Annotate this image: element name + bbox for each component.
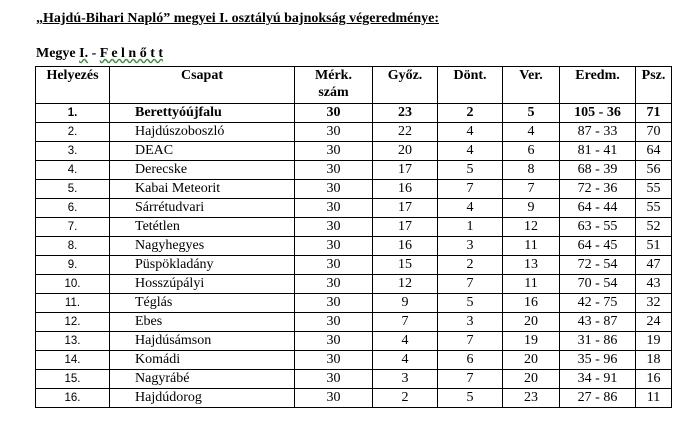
cell-points: 47 [636, 256, 672, 275]
cell-position: 6. [36, 199, 110, 218]
cell-points: 18 [636, 351, 672, 370]
table-row [36, 332, 672, 351]
cell-draws: 1 [438, 218, 503, 237]
cell-result: 64 - 45 [560, 237, 636, 256]
header-position: Helyezés [36, 67, 110, 104]
cell-draws: 5 [438, 389, 503, 408]
cell-points: 16 [636, 370, 672, 389]
table-row [36, 389, 672, 408]
header-matches [295, 67, 373, 104]
cell-points: 24 [636, 313, 672, 332]
table-row [36, 370, 672, 389]
subtitle-prefix: Megye [36, 46, 80, 61]
cell-points: 43 [636, 275, 672, 294]
cell-points: 55 [636, 180, 672, 199]
cell-team: Komádi [110, 351, 295, 370]
standings-table [35, 66, 672, 408]
cell-team: Nagyhegyes [110, 237, 295, 256]
cell-matches: 30 [295, 389, 373, 408]
table-row [36, 294, 672, 313]
header-wins: Győz. [373, 67, 438, 104]
cell-position: 5. [36, 180, 110, 199]
cell-team: Berettyóújfalu [110, 104, 295, 123]
cell-team: Püspökladány [110, 256, 295, 275]
cell-position: 14. [36, 351, 110, 370]
cell-result: 27 - 86 [560, 389, 636, 408]
cell-wins: 9 [373, 294, 438, 313]
cell-points: 32 [636, 294, 672, 313]
cell-position: 4. [36, 161, 110, 180]
cell-team: Hosszúpályi [110, 275, 295, 294]
header-matches-line2: szám [318, 85, 349, 100]
cell-matches: 30 [295, 180, 373, 199]
cell-draws: 6 [438, 351, 503, 370]
cell-points: 52 [636, 218, 672, 237]
cell-result: 72 - 54 [560, 256, 636, 275]
cell-position: 15. [36, 370, 110, 389]
cell-wins: 4 [373, 332, 438, 351]
page-title: „Hajdú-Bihari Napló” megyei I. osztályú bajnokság végeredménye: [36, 11, 440, 26]
cell-team: Hajdúdorog [110, 389, 295, 408]
table-row [36, 199, 672, 218]
cell-points: 19 [636, 332, 672, 351]
cell-wins: 2 [373, 389, 438, 408]
cell-draws: 4 [438, 199, 503, 218]
cell-wins: 23 [373, 104, 438, 123]
cell-matches: 30 [295, 142, 373, 161]
subtitle-felnott: F e l n ő t t [99, 46, 164, 61]
subtitle-middle: - [88, 46, 100, 61]
cell-points: 64 [636, 142, 672, 161]
table-row [36, 256, 672, 275]
cell-result: 35 - 96 [560, 351, 636, 370]
table-row [36, 237, 672, 256]
cell-position: 3. [36, 142, 110, 161]
table-row [36, 142, 672, 161]
cell-wins: 15 [373, 256, 438, 275]
table-row [36, 180, 672, 199]
cell-wins: 3 [373, 370, 438, 389]
cell-result: 34 - 91 [560, 370, 636, 389]
subtitle-roman: I. [79, 46, 89, 61]
cell-matches: 30 [295, 237, 373, 256]
cell-result: 72 - 36 [560, 180, 636, 199]
cell-losses: 4 [503, 123, 560, 142]
cell-result: 87 - 33 [560, 123, 636, 142]
cell-losses: 20 [503, 313, 560, 332]
cell-team: Hajdúsámson [110, 332, 295, 351]
cell-losses: 9 [503, 199, 560, 218]
table-row [36, 161, 672, 180]
cell-result: 43 - 87 [560, 313, 636, 332]
cell-points: 70 [636, 123, 672, 142]
header-losses: Ver. [503, 67, 560, 104]
cell-wins: 17 [373, 199, 438, 218]
cell-wins: 20 [373, 142, 438, 161]
header-result: Eredm. [560, 67, 636, 104]
cell-losses: 12 [503, 218, 560, 237]
cell-draws: 7 [438, 275, 503, 294]
cell-draws: 4 [438, 142, 503, 161]
cell-wins: 4 [373, 351, 438, 370]
cell-matches: 30 [295, 370, 373, 389]
cell-draws: 7 [438, 332, 503, 351]
cell-position: 13. [36, 332, 110, 351]
cell-team: DEAC [110, 142, 295, 161]
cell-draws: 5 [438, 294, 503, 313]
cell-wins: 17 [373, 161, 438, 180]
table-row [36, 123, 672, 142]
cell-matches: 30 [295, 351, 373, 370]
table-row [36, 104, 672, 123]
table-subtitle [36, 46, 163, 62]
table-row [36, 313, 672, 332]
cell-losses: 7 [503, 180, 560, 199]
cell-losses: 8 [503, 161, 560, 180]
cell-losses: 20 [503, 370, 560, 389]
header-row [36, 67, 672, 104]
cell-team: Tetétlen [110, 218, 295, 237]
cell-draws: 3 [438, 237, 503, 256]
cell-draws: 3 [438, 313, 503, 332]
cell-result: 42 - 75 [560, 294, 636, 313]
cell-matches: 30 [295, 199, 373, 218]
cell-draws: 7 [438, 370, 503, 389]
cell-result: 70 - 54 [560, 275, 636, 294]
cell-result: 31 - 86 [560, 332, 636, 351]
cell-points: 71 [636, 104, 672, 123]
cell-matches: 30 [295, 218, 373, 237]
cell-matches: 30 [295, 256, 373, 275]
cell-team: Sárrétudvari [110, 199, 295, 218]
cell-position: 10. [36, 275, 110, 294]
cell-matches: 30 [295, 313, 373, 332]
cell-position: 9. [36, 256, 110, 275]
cell-team: Hajdúszoboszló [110, 123, 295, 142]
cell-result: 105 - 36 [560, 104, 636, 123]
cell-wins: 17 [373, 218, 438, 237]
cell-draws: 4 [438, 123, 503, 142]
cell-draws: 2 [438, 256, 503, 275]
cell-losses: 5 [503, 104, 560, 123]
cell-team: Ebes [110, 313, 295, 332]
cell-team: Téglás [110, 294, 295, 313]
cell-wins: 16 [373, 237, 438, 256]
cell-position: 7. [36, 218, 110, 237]
cell-position: 12. [36, 313, 110, 332]
cell-points: 51 [636, 237, 672, 256]
cell-wins: 12 [373, 275, 438, 294]
cell-result: 81 - 41 [560, 142, 636, 161]
cell-wins: 7 [373, 313, 438, 332]
cell-matches: 30 [295, 104, 373, 123]
cell-position: 8. [36, 237, 110, 256]
cell-matches: 30 [295, 161, 373, 180]
cell-points: 11 [636, 389, 672, 408]
cell-points: 55 [636, 199, 672, 218]
cell-position: 11. [36, 294, 110, 313]
cell-losses: 20 [503, 351, 560, 370]
header-matches-line1: Mérk. [315, 68, 352, 83]
cell-draws: 2 [438, 104, 503, 123]
table-row [36, 218, 672, 237]
cell-losses: 6 [503, 142, 560, 161]
cell-position: 2. [36, 123, 110, 142]
cell-result: 63 - 55 [560, 218, 636, 237]
cell-losses: 19 [503, 332, 560, 351]
table-row [36, 351, 672, 370]
cell-losses: 23 [503, 389, 560, 408]
header-team: Csapat [110, 67, 295, 104]
cell-matches: 30 [295, 294, 373, 313]
cell-result: 64 - 44 [560, 199, 636, 218]
cell-draws: 5 [438, 161, 503, 180]
cell-matches: 30 [295, 275, 373, 294]
cell-position: 16. [36, 389, 110, 408]
cell-matches: 30 [295, 123, 373, 142]
cell-losses: 13 [503, 256, 560, 275]
cell-team: Nagyrábé [110, 370, 295, 389]
cell-result: 68 - 39 [560, 161, 636, 180]
header-points: Psz. [636, 67, 672, 104]
cell-team: Kabai Meteorit [110, 180, 295, 199]
header-draws: Dönt. [438, 67, 503, 104]
cell-team: Derecske [110, 161, 295, 180]
cell-losses: 11 [503, 275, 560, 294]
cell-wins: 16 [373, 180, 438, 199]
cell-wins: 22 [373, 123, 438, 142]
table-row [36, 275, 672, 294]
cell-matches: 30 [295, 332, 373, 351]
cell-draws: 7 [438, 180, 503, 199]
cell-position: 1. [36, 104, 110, 123]
cell-losses: 16 [503, 294, 560, 313]
cell-points: 56 [636, 161, 672, 180]
cell-losses: 11 [503, 237, 560, 256]
